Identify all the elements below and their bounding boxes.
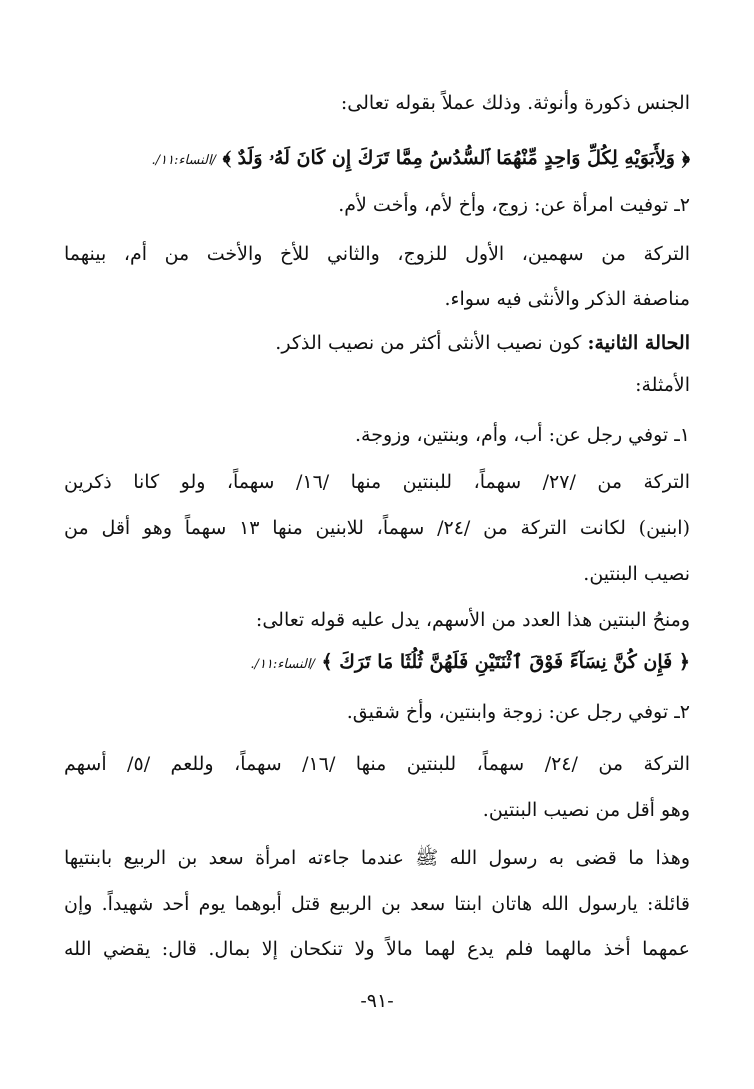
text-line-10: (ابنين) لكانت التركة من /٢٤/ سهماً، للابنين منها ١٣ سهماً وهو أقل من [64,517,691,539]
quran-verse-text: ﴿ فَإِن كُنَّ نِسَآءً فَوْقَ ٱثْنَتَيْنِ فَلَهُنَّ ثُلُثَا مَا تَرَكَ ﴾ [321,651,690,673]
text-line-15: التركة من /٢٤/ سهماً، للبنتين منها /١٦/ سهماً، وللعم /٥/ أسهم [64,753,690,775]
text-line-17: وهذا ما قضى به رسول الله ﷺ عندما جاءته امرأة سعد بن الربيع بابنتيها [64,847,690,869]
page-number: -٩١- [360,990,394,1012]
section-heading-line [64,328,690,358]
text-line-16: وهو أقل من نصيب البنتين. [482,799,690,821]
text-line-3: ٢ـ توفيت امرأة عن: زوج، وأخ لأم، وأخت لأم. [338,194,690,216]
section-heading: الحالة الثانية: [587,332,690,354]
verse-reference: /النساء:١١/. [151,153,216,168]
text-line-11: نصيب البنتين. [583,563,690,585]
quran-verse-2 [64,647,690,680]
text-line-18: قائلة: يارسول الله هاتان ابنتا سعد بن الربيع قتل أبوهما يوم أحد شهيداً. وإن [64,893,690,915]
text-line-1: الجنس ذكورة وأنوثة. وذلك عملاً بقوله تعالى: [340,92,690,114]
quran-verse-text: ﴿ وَلِأَبَوَيْهِ لِكُلِّ وَاحِدٍ مِّنْهُمَا ٱلسُّدُسُ مِمَّا تَرَكَ إِن كَانَ لَهُۥ وَلَدٌ ﴾ [222,147,690,169]
text-line-19: عمهما أخذ مالهما فلم يدع لهما مالاً ولا تنكحان إلا بمال. قال: يقضي الله [64,938,690,960]
text-line-14: ٢ـ توفي رجل عن: زوجة وابنتين، وأخ شقيق. [346,701,690,723]
text-line-8: ١ـ توفي رجل عن: أب، وأم، وبنتين، وزوجة. [355,424,690,446]
section-heading-text: كون نصيب الأنثى أكثر من نصيب الذكر. [275,332,582,354]
text-line-12: ومنحُ البنتين هذا العدد من الأسهم، يدل عليه قوله تعالى: [255,609,690,631]
quran-verse-1 [64,143,690,176]
verse-reference: /النساء:١١/. [250,657,315,672]
text-line-4: التركة من سهمين، الأول للزوج، والثاني للأخ والأخت من أم، بينهما [64,243,690,265]
text-line-5: مناصفة الذكر والأنثى فيه سواء. [444,288,690,310]
text-line-9: التركة من /٢٧/ سهماً، للبنتين منها /١٦/ سهماً، ولو كانا ذكرين [64,471,690,493]
examples-heading: الأمثلة: [635,374,690,396]
